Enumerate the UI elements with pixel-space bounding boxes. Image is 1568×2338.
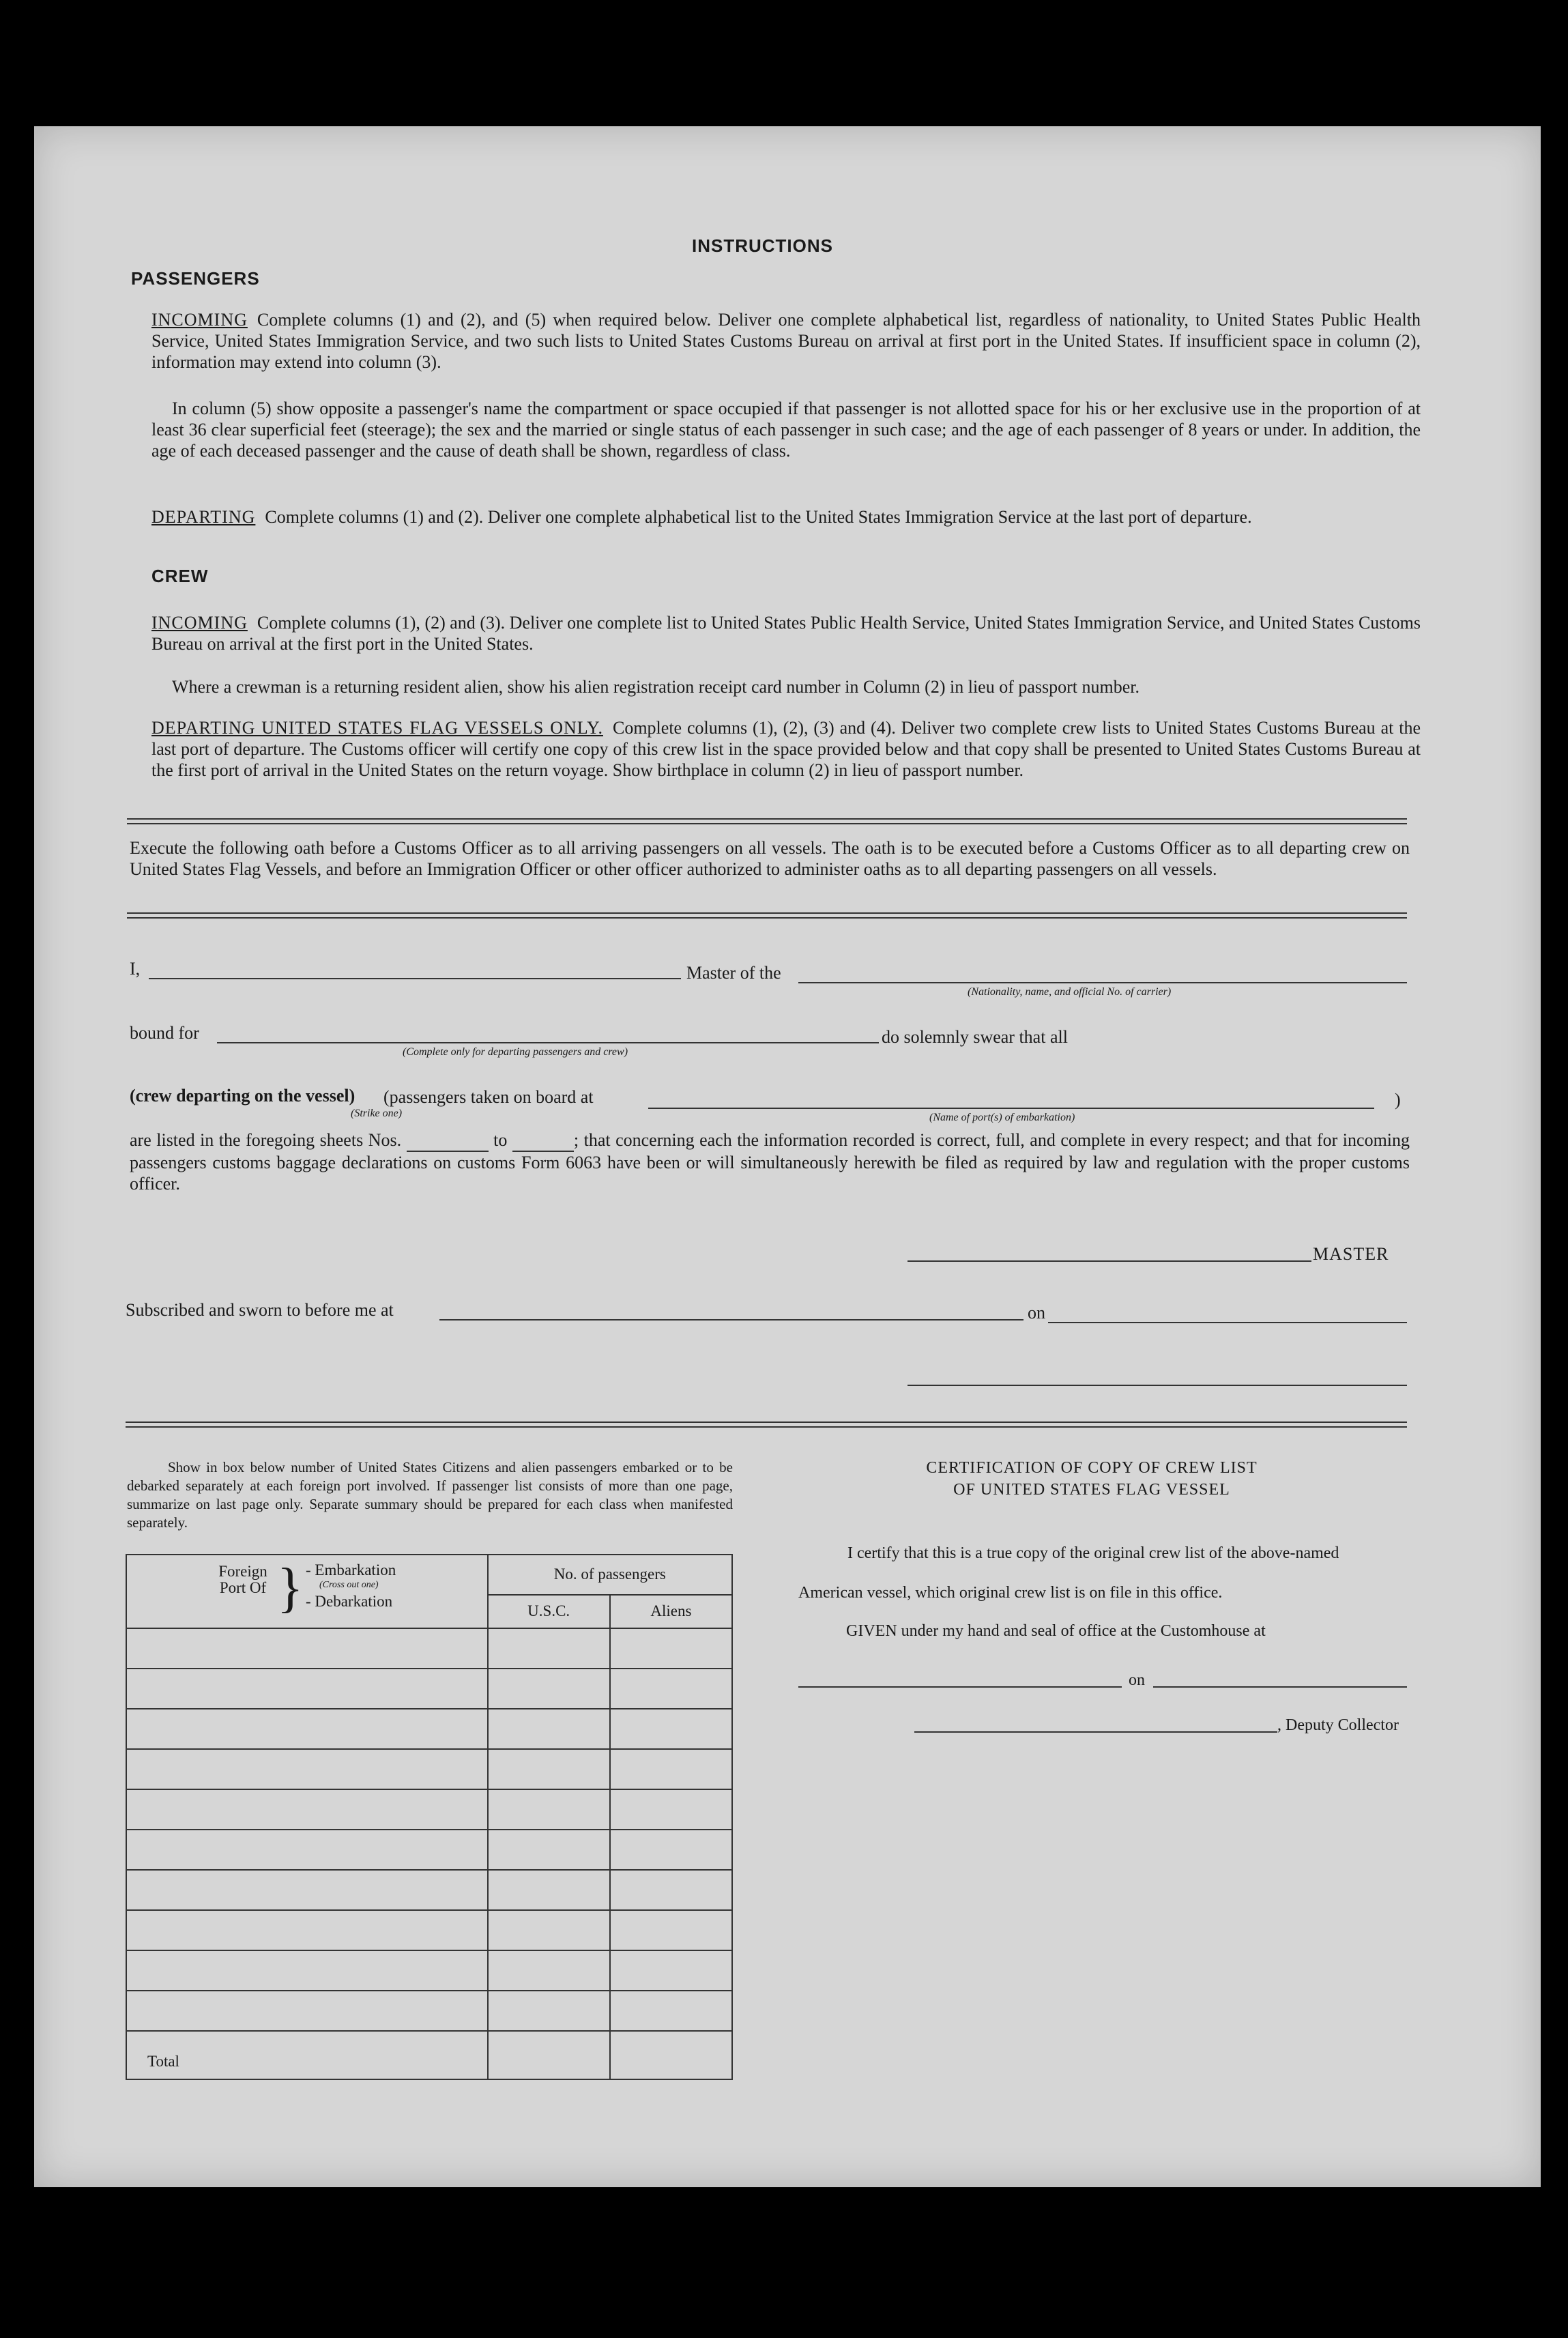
bound-for-field[interactable] bbox=[217, 1042, 879, 1043]
master-label: MASTER bbox=[1313, 1244, 1389, 1264]
officer-signature-field[interactable] bbox=[908, 1385, 1407, 1386]
listed-text-b: ; that concerning each the information recorded is correct, full, and complete in every respect; and that for incoming passengers customs baggage declarations on customs Form 6063 have been or will simultaneously herewith be filed as required by law and regulation with the proper customs officer. bbox=[130, 1130, 1410, 1194]
table-row[interactable] bbox=[126, 1991, 732, 2031]
customhouse-field[interactable] bbox=[798, 1686, 1122, 1688]
certify-text-b: American vessel, which original crew list is on file in this office. bbox=[798, 1584, 1223, 1602]
brace: } bbox=[277, 1558, 304, 1618]
divider bbox=[127, 912, 1407, 919]
listed-paragraph bbox=[130, 1129, 1410, 1194]
table-row[interactable] bbox=[126, 1709, 732, 1749]
table-row[interactable] bbox=[126, 1910, 732, 1950]
cross-out-note: (Cross out one) bbox=[319, 1580, 379, 1590]
nationality-note: (Nationality, name, and official No. of carrier) bbox=[968, 986, 1172, 998]
table-row[interactable] bbox=[126, 1830, 732, 1870]
embarkation-port-field[interactable] bbox=[648, 1108, 1374, 1109]
certify-text-a: I certify that this is a true copy of the original crew list of the above-named bbox=[847, 1544, 1339, 1562]
total-label: Total bbox=[126, 2031, 488, 2079]
deputy-collector-signature-field[interactable] bbox=[914, 1731, 1277, 1733]
certification-heading-line1: CERTIFICATION OF COPY OF CREW LIST bbox=[926, 1459, 1258, 1477]
port-note: (Name of port(s) of embarkation) bbox=[929, 1112, 1075, 1123]
form-sheet bbox=[34, 126, 1541, 2187]
given-text: GIVEN under my hand and seal of office at the Customhouse at bbox=[846, 1622, 1266, 1640]
passengers-taken-option: (passengers taken on board at bbox=[383, 1087, 594, 1107]
table-row[interactable] bbox=[126, 1749, 732, 1789]
crew-heading: CREW bbox=[151, 566, 209, 586]
complete-only-note: (Complete only for departing passengers and crew) bbox=[403, 1046, 628, 1058]
foreign-port-header bbox=[126, 1555, 488, 1628]
sheet-from-field[interactable] bbox=[407, 1129, 489, 1152]
passengers-heading: PASSENGERS bbox=[131, 268, 260, 289]
crew-incoming-text: Complete columns (1), (2) and (3). Deliver one complete list to United States Public Health Service, United States Immigration Service, and United States Customs Bureau on arrival at the first port in the United States. bbox=[151, 613, 1421, 654]
page-title: INSTRUCTIONS bbox=[692, 235, 833, 256]
table-row[interactable] bbox=[126, 1669, 732, 1709]
aliens-header: Aliens bbox=[610, 1595, 732, 1629]
subscribed-label: Subscribed and sworn to before me at bbox=[126, 1300, 394, 1320]
crew-incoming-label: INCOMING bbox=[151, 613, 248, 633]
swear-text: do solemnly swear that all bbox=[882, 1027, 1068, 1047]
table-row[interactable] bbox=[126, 1628, 732, 1669]
crew-incoming-paragraph bbox=[151, 612, 1421, 654]
sworn-place-field[interactable] bbox=[439, 1319, 1023, 1320]
passenger-summary-table bbox=[126, 1554, 733, 2080]
certification-heading-line2: OF UNITED STATES FLAG VESSEL bbox=[953, 1481, 1230, 1499]
crew-departing-text: Complete columns (1), (2), (3) and (4). Deliver two complete crew lists to United States Customs Bureau at the last port of departure. The Customs officer will certify one copy of this crew list in the space provided below and that copy shall be presented to United States Customs Bureau at the first port of arrival in the United States on the return voyage. Show birthplace in column (2) in lieu of passport number. bbox=[151, 718, 1421, 780]
embarkation-option[interactable]: - Embarkation bbox=[306, 1561, 396, 1578]
summary-instructions: Show in box below number of United States Citizens and alien passengers embarked or to be debarked separately at each foreign port involved. If passenger list consists of more than one page, summarize on last page only. Separate summary should be prepared for each class when manifested separately. bbox=[127, 1459, 733, 1531]
crew-departing-paragraph bbox=[151, 717, 1421, 781]
crew-departing-option: (crew departing on the vessel) bbox=[130, 1086, 355, 1106]
crew-departing-label: DEPARTING UNITED STATES FLAG VESSELS ONLY. bbox=[151, 718, 603, 738]
close-paren: ) bbox=[1395, 1090, 1401, 1110]
master-of-the-label: Master of the bbox=[686, 963, 781, 983]
sheet-to-field[interactable] bbox=[512, 1129, 574, 1152]
passengers-column5-text: In column (5) show opposite a passenger's name the compartment or space occupied if that passenger is not allotted space for his or her exclusive use in the proportion of at least 36 clear superficial feet (steerage); the sex and the married or single status of each passenger in such case; and the age of each passenger of 8 years or under. In addition, the age of each deceased passenger and the cause of death shall be shown, regardless of class. bbox=[151, 399, 1421, 461]
no-of-passengers-header: No. of passengers bbox=[488, 1555, 732, 1595]
crew-resident-text: Where a crewman is a returning resident alien, show his alien registration receipt card number in Column (2) in lieu of passport number. bbox=[172, 677, 1140, 697]
bound-for-label: bound for bbox=[130, 1023, 199, 1043]
sworn-date-field[interactable] bbox=[1048, 1322, 1407, 1323]
cert-on-label: on bbox=[1129, 1671, 1145, 1689]
passengers-incoming-label: INCOMING bbox=[151, 310, 248, 330]
strike-one-note: (Strike one) bbox=[351, 1108, 403, 1119]
table-row[interactable] bbox=[126, 1950, 732, 1991]
usc-header: U.S.C. bbox=[488, 1595, 610, 1629]
passengers-incoming-paragraph bbox=[151, 309, 1421, 373]
sworn-on-label: on bbox=[1028, 1303, 1045, 1323]
oath-intro: Execute the following oath before a Customs Officer as to all arriving passengers on all vessels. The oath is to be executed before a Customs Officer as to all departing crew on United States Flag Vessels, and before an Immigration Officer or other officer authorized to administer oaths as to all departing passengers on all vessels. bbox=[130, 838, 1410, 879]
listed-to: to bbox=[493, 1130, 508, 1150]
listed-text-a: are listed in the foregoing sheets Nos. bbox=[130, 1130, 402, 1150]
deputy-collector-label: , Deputy Collector bbox=[1277, 1716, 1399, 1734]
total-row[interactable] bbox=[126, 2031, 732, 2079]
passengers-departing-paragraph bbox=[151, 506, 1421, 528]
table-row[interactable] bbox=[126, 1870, 732, 1910]
passengers-departing-label: DEPARTING bbox=[151, 507, 256, 527]
carrier-field[interactable] bbox=[798, 982, 1407, 983]
divider bbox=[127, 818, 1407, 824]
master-signature-field[interactable] bbox=[908, 1260, 1311, 1262]
table-row[interactable] bbox=[126, 1789, 732, 1830]
certification-heading bbox=[832, 1457, 1351, 1501]
cert-date-field[interactable] bbox=[1153, 1686, 1407, 1688]
passengers-incoming-text: Complete columns (1) and (2), and (5) when required below. Deliver one complete alphabetical list, regardless of nationality, to United States Public Health Service, United States Immigration Service, and two such lists to United States Customs Bureau on arrival at first port in the United States. If insufficient space in column (2), information may extend into column (3). bbox=[151, 310, 1421, 372]
debarkation-option[interactable]: - Debarkation bbox=[306, 1593, 393, 1610]
master-name-field[interactable] bbox=[149, 978, 681, 979]
foreign-port-label: Foreign Port Of bbox=[218, 1563, 267, 1596]
oath-i: I, bbox=[130, 959, 141, 979]
passengers-departing-text: Complete columns (1) and (2). Deliver one complete alphabetical list to the United States Immigration Service at the last port of departure. bbox=[265, 507, 1252, 527]
divider bbox=[126, 1421, 1407, 1428]
